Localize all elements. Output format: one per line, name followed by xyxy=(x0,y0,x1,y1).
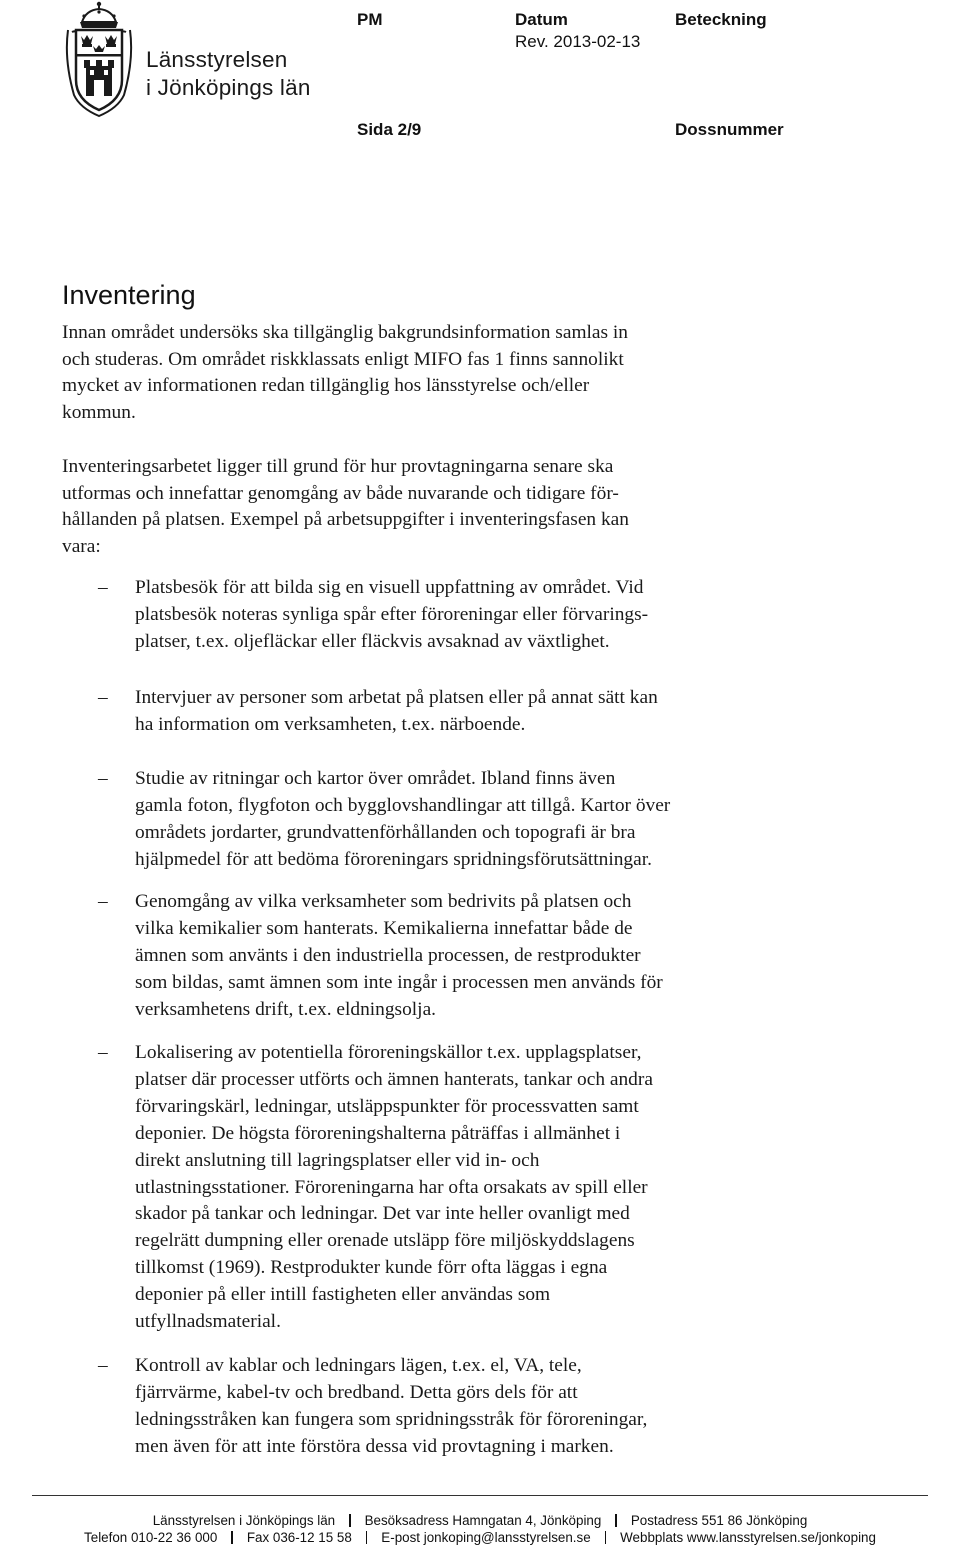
footer-line-contact xyxy=(0,1530,960,1545)
paragraph-line: och studeras. Om området riskklassats enligt MIFO fas 1 finns sannolikt xyxy=(62,348,624,370)
list-line: Platsbesök för att bilda sig en visuell uppfattning av området. Vid xyxy=(135,577,644,598)
list-line: deponier på eller intill fastigheten eller användas som xyxy=(135,1284,551,1306)
paragraph-line: hållanden på platsen. Exempel på arbetsuppgifter i inventeringsfasen kan xyxy=(62,509,629,531)
list-line: skador på tankar och ledningar. Det var inte heller ovanligt med xyxy=(135,1203,630,1225)
page-number: Sida 2/9 xyxy=(357,120,422,139)
list-line: Lokalisering av potentiella föroreningskällor t.ex. upplagsplatser, xyxy=(135,1042,642,1063)
list-line: ledningsstråken kan fungera som spridningsstråk för föroreningar, xyxy=(135,1408,648,1430)
list-dash: – xyxy=(98,891,108,912)
list-line: direkt anslutning till lagringsplatser eller vid in- och xyxy=(135,1149,540,1171)
list-line: som bildas, samt ämnen som inte ingår i processen men används för xyxy=(135,971,663,993)
section-title: Inventering xyxy=(62,280,196,310)
date-label: Datum xyxy=(515,10,568,29)
list-line: vilka kemikalier som hanterats. Kemikalierna innefattar både de xyxy=(135,917,633,939)
list-line: Intervjuer av personer som arbetat på platsen eller på annat sätt kan xyxy=(135,687,658,708)
org-name-line2: i Jönköpings län xyxy=(146,75,311,100)
paragraph-line: Inventeringsarbetet ligger till grund för hur provtagningarna senare ska xyxy=(62,456,614,477)
paragraph-line: kommun. xyxy=(62,402,136,424)
paragraph-intro xyxy=(62,320,762,427)
list-line: hjälpmedel för att bedöma föroreningars spridningsförutsättningar. xyxy=(135,848,652,870)
footer-phone: Telefon 010-22 36 000 xyxy=(84,1530,218,1545)
list-line: fjärrvärme, kabel-tv och bredband. Detta görs dels för att xyxy=(135,1381,578,1403)
footer-divider xyxy=(32,1495,928,1496)
list-line: områdets jordarter, grundvattenförhållanden och topografi är bra xyxy=(135,821,636,843)
coat-of-arms-icon xyxy=(62,0,136,118)
list-line: utfyllnadsmaterial. xyxy=(135,1311,281,1333)
paragraph-line: mycket av informationen redan tillgänglig hos länsstyrelse och/eller xyxy=(62,375,590,397)
agency-logo xyxy=(62,0,312,118)
footer-line-address xyxy=(0,1513,960,1528)
list-line: Genomgång av vilka verksamheter som bedrivits på platsen och xyxy=(135,891,632,912)
list-line: gamla foton, flygfoton och bygglovshandlingar att tillgå. Kartor över xyxy=(135,794,671,816)
footer-visit-address: Besöksadress Hamngatan 4, Jönköping xyxy=(364,1513,602,1528)
reference-label: Beteckning xyxy=(675,10,767,29)
paragraph-line: Innan området undersöks ska tillgänglig bakgrundsinformation samlas in xyxy=(62,322,628,343)
list-line: tillkomst (1969). Restprodukter kunde förr ofta läggas i egna xyxy=(135,1257,608,1279)
footer-website[interactable]: Webbplats www.lansstyrelsen.se/jonkoping xyxy=(620,1530,876,1545)
list-line: utlastningsstationer. Föroreningarna har ofta orsakats av spill eller xyxy=(135,1176,648,1198)
footer-postal-address: Postadress 551 86 Jönköping xyxy=(630,1513,808,1528)
list-dash: – xyxy=(98,768,108,789)
list-line: men även för att inte förstöra dessa vid provtagning i marken. xyxy=(135,1435,614,1457)
footer-org-name: Länsstyrelsen i Jönköpings län xyxy=(152,1513,336,1528)
footer-separator xyxy=(349,1514,351,1527)
footer-email[interactable]: E-post jonkoping@lansstyrelsen.se xyxy=(381,1530,591,1545)
org-name-line1: Länsstyrelsen xyxy=(146,47,288,72)
list-line: deponier. De högsta föroreningshalterna påträffas i allmänhet i xyxy=(135,1122,621,1144)
paragraph-inventory-work xyxy=(62,454,762,561)
footer-fax: Fax 036-12 15 58 xyxy=(246,1530,352,1545)
paragraph-line: vara: xyxy=(62,536,101,558)
list-dash: – xyxy=(98,1042,108,1063)
list-line: Studie av ritningar och kartor över området. Ibland finns även xyxy=(135,768,616,789)
paragraph-line: utformas och innefattar genomgång av både nuvarande och tidigare för- xyxy=(62,482,619,504)
list-line: förvaringskärl, ledningar, utsläppspunkter för processvatten samt xyxy=(135,1095,639,1117)
list-line: ämnen som använts i den industriella processen, de restprodukter xyxy=(135,944,641,966)
date-value: Rev. 2013-02-13 xyxy=(515,32,641,51)
list-line: platser där processer utförts och ämnen hanterats, tankar och andra xyxy=(135,1068,653,1090)
list-dash: – xyxy=(98,1355,108,1376)
pm-label: PM xyxy=(357,10,383,29)
footer-separator xyxy=(366,1531,368,1544)
list-line: regelrätt dumpning eller orenade utsläpp före miljöskyddslagens xyxy=(135,1230,635,1252)
list-line: ha information om verksamheten, t.ex. närboende. xyxy=(135,713,526,735)
footer-separator xyxy=(605,1531,607,1544)
list-line: platsbesök noteras synliga spår efter föroreningar eller förvarings- xyxy=(135,603,649,625)
list-line: verksamhetens drift, t.ex. eldningsolja. xyxy=(135,998,437,1020)
footer-separator xyxy=(615,1514,617,1527)
list-line: Kontroll av kablar och ledningars lägen, t.ex. el, VA, tele, xyxy=(135,1355,582,1376)
list-dash: – xyxy=(98,577,108,598)
list-line: platser, t.ex. oljefläckar eller fläckvis avsaknad av växtlighet. xyxy=(135,630,610,652)
footer-separator xyxy=(231,1531,233,1544)
file-number-label: Dossnummer xyxy=(675,120,784,139)
list-dash: – xyxy=(98,687,108,708)
